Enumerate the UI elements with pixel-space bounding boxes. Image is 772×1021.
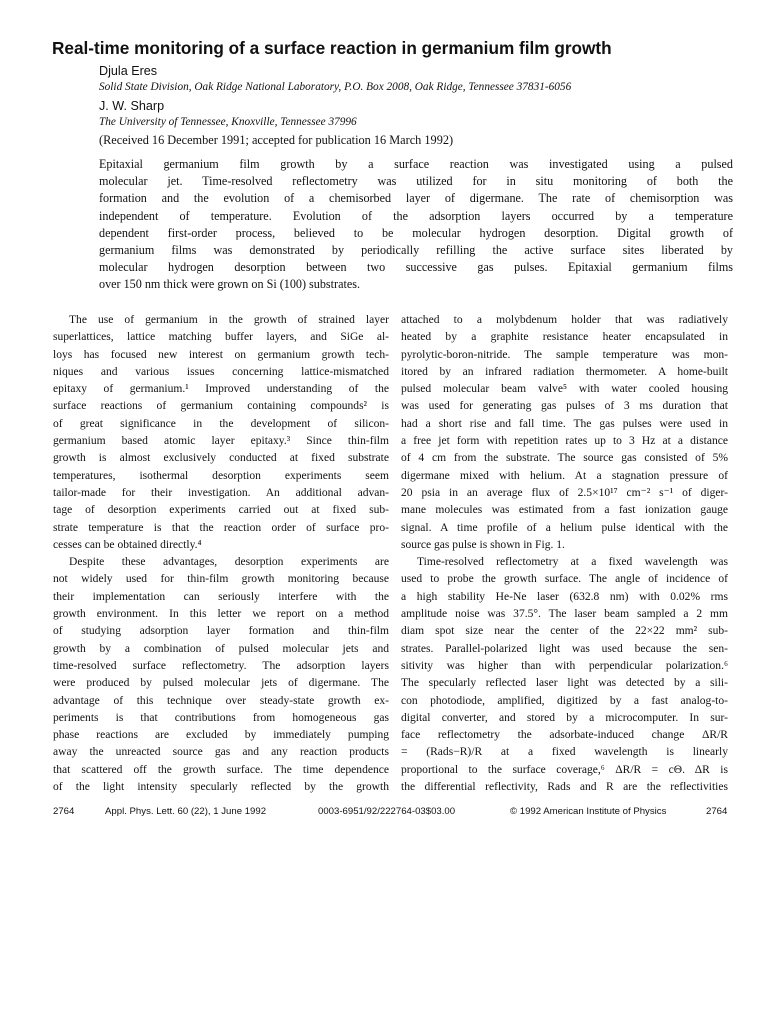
- text-line: epitaxy of germanium.¹ Improved understanding of the: [53, 383, 389, 396]
- text-line: loys has focused new interest on germanium growth tech-: [53, 348, 389, 361]
- text-line: digital converter, and stored by a microcomputer. In sur-: [401, 711, 728, 724]
- text-line: formation and the evolution of a chemisorbed layer of digermane. The rate of chemisorption was: [99, 191, 733, 206]
- text-line: over 150 nm thick were grown on Si (100) substrates.: [99, 277, 360, 292]
- text-line: of the light intensity specularly reflected by the growth: [53, 781, 389, 794]
- page-footer: [0, 806, 772, 820]
- text-line: away the unreacted source gas and any reaction products: [53, 746, 389, 759]
- abstract: [99, 156, 733, 294]
- text-line: of 4 cm from the substrate. The source gas consisted of 5%: [401, 452, 728, 465]
- text-line: Epitaxial germanium film growth by a surface reaction was investigated using a pulsed: [99, 157, 733, 171]
- text-line: a high stability He-Ne laser (632.8 nm) with 0.02% rms: [401, 590, 728, 603]
- text-line: their implementation can seriously interfere with the: [53, 590, 389, 603]
- text-line: itored by an infrared radiation thermometer. A home-built: [401, 365, 728, 378]
- article-title: Real-time monitoring of a surface reaction in germanium film growth: [52, 38, 612, 58]
- text-line: mane molecules was estimated from a fast ionization gauge: [401, 504, 728, 517]
- text-line: dependent first-order process, believed to be molecular hydrogen desorption. Digital growth of: [99, 225, 733, 240]
- text-line: pyrolytic-boron-nitride. The sample temperature was mon-: [401, 348, 728, 361]
- text-line: a free jet form with repetition rates up to 3 Hz at a distance: [401, 435, 728, 448]
- text-line: face reflectometry the adsorbate-induced change ΔR/R: [401, 729, 728, 742]
- text-line: The specularly reflected laser light was detected by a sili-: [401, 677, 728, 690]
- text-line: heated by a graphite resistance heater encapsulated in: [401, 331, 728, 344]
- text-line: cesses can be obtained directly.⁴: [53, 538, 202, 551]
- body-column-right: [401, 312, 728, 797]
- text-line: 20 psia in an average flux of 2.5×10¹⁷ cm⁻² s⁻¹ of diger-: [401, 486, 728, 499]
- text-line: phase reactions are excluded by immediately pumping: [53, 729, 389, 742]
- text-line: sitivity was higher than with perpendicular polarization.⁶: [401, 659, 728, 672]
- text-line: growth by a combination of pulsed molecular jets and: [53, 642, 389, 655]
- text-line: The use of germanium in the growth of strained layer: [69, 314, 389, 326]
- text-line: attached to a molybdenum holder that was radiatively: [401, 314, 728, 326]
- author-affiliation: Solid State Division, Oak Ridge National Laboratory, P.O. Box 2008, Oak Ridge, Tennessee 37831-6056: [99, 81, 572, 93]
- text-line: pulsed molecular beam valve⁵ with water cooled housing: [401, 383, 728, 396]
- text-line: periments is that contributions from homogeneous gas: [53, 711, 389, 724]
- text-line: molecular jet. Time-resolved reflectometry was utilized for in situ monitoring of both the: [99, 174, 733, 189]
- article-code: 0003-6951/92/222764-03$03.00: [318, 806, 456, 817]
- text-line: tage of desorption experiments carried out at fixed sub-: [53, 504, 389, 517]
- text-line: that scattered off the growth surface. The time dependence: [53, 763, 389, 776]
- page-number: 2764: [706, 806, 728, 817]
- author-affiliation: The University of Tennessee, Knoxville, Tennessee 37996: [99, 116, 357, 128]
- text-line: used to probe the growth surface. The angle of incidence of: [401, 573, 728, 586]
- text-line: molecular hydrogen desorption between two successive gas pulses. Epitaxial germanium films: [99, 260, 733, 275]
- text-line: = (Rads−R)/R at a fixed wavelength is linearly: [401, 746, 728, 759]
- text-line: tailor-made for their investigation. An additional advan-: [53, 486, 389, 499]
- text-line: were produced by pulsed molecular jets of digermane. The: [53, 677, 389, 690]
- text-line: not widely used for thin-film growth monitoring because: [53, 573, 389, 586]
- text-line: proportional to the surface coverage,⁶ ΔR/R = cΘ. ΔR is: [401, 763, 728, 776]
- body-column-left: [53, 312, 389, 797]
- text-line: source gas pulse is shown in Fig. 1.: [401, 538, 565, 551]
- author-name: J. W. Sharp: [99, 99, 165, 113]
- text-line: diam spot size near the center of the 22×22 mm² sub-: [401, 625, 728, 638]
- text-line: digermane mixed with helium. At a stagnation pressure of: [401, 469, 728, 482]
- text-line: niques and various issues concerning lattice-mismatched: [53, 365, 389, 378]
- text-line: germanium based atomic layer epitaxy.³ Since thin-film: [53, 435, 389, 448]
- text-line: time-resolved surface reflectometry. The adsorption layers: [53, 659, 389, 672]
- author-name: Djula Eres: [99, 64, 158, 78]
- text-line: was used for generating gas pulses of 3 ms duration that: [401, 400, 728, 413]
- text-line: strate temperature is that the reaction order of surface pro-: [53, 521, 389, 534]
- received-dates: (Received 16 December 1991; accepted for publication 16 March 1992): [99, 133, 454, 147]
- text-line: of studying adsorption layer formation and thin-film: [53, 625, 389, 638]
- text-line: amplitude noise was 37.5°. The laser beam sampled a 2 mm: [401, 608, 728, 621]
- text-line: growth environment. In this letter we report on a method: [53, 608, 389, 621]
- text-line: strates. Parallel-polarized light was used because the sen-: [401, 642, 728, 655]
- text-line: Time-resolved reflectometry at a fixed wavelength was: [417, 556, 728, 569]
- text-line: temperatures, isothermal desorption experiments seem: [53, 469, 389, 482]
- text-line: con photodiode, amplified, digitized by a fast analog-to-: [401, 694, 728, 707]
- page-number: 2764: [53, 806, 75, 817]
- text-line: independent of temperature. Evolution of the adsorption layers occurred by a temperature: [99, 208, 733, 223]
- text-line: growth is almost exclusively conducted at fixed substrate: [53, 452, 389, 465]
- text-line: [401, 796, 728, 797]
- text-line: the differential reflectivity, Rads and R are the reflectivities: [401, 781, 728, 794]
- text-line: Despite these advantages, desorption experiments are: [69, 556, 389, 569]
- text-line: had a short rise and fall time. The gas pulses were used in: [401, 417, 728, 430]
- text-line: advantage of this technique over steady-state growth ex-: [53, 694, 389, 707]
- text-line: surface reactions of germanium containing compounds² is: [53, 400, 389, 413]
- text-line: signal. A time profile of a helium pulse identical with the: [401, 521, 728, 534]
- text-line: [53, 796, 389, 797]
- copyright-notice: © 1992 American Institute of Physics: [510, 806, 667, 817]
- text-line: germanium films was demonstrated by periodically refilling the active surface sites liberated by: [99, 242, 733, 257]
- text-line: of great significance in the development of silicon-: [53, 417, 389, 430]
- text-line: superlattices, lattice matching buffer layers, and SiGe al-: [53, 331, 389, 344]
- journal-citation: Appl. Phys. Lett. 60 (22), 1 June 1992: [105, 806, 267, 817]
